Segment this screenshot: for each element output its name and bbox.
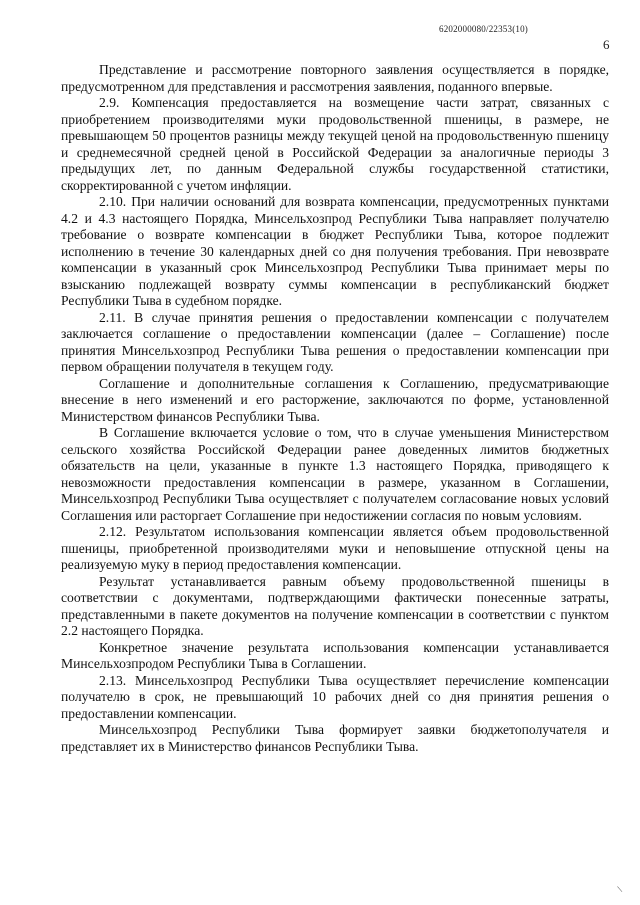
- paragraph-agreement-form: Соглашение и дополнительные соглашения к Соглашению, предусматривающие внесение в него изменений и его расторжение, заключаются по форме, установленной Министерством финансов Республики Тыва.: [61, 375, 609, 424]
- document-id: 6202000080/22353(10): [439, 24, 528, 34]
- document-body: [61, 62, 609, 755]
- page-number: 6: [603, 37, 610, 52]
- paragraph-budget-requests: Минсельхозпрод Республики Тыва формирует заявки бюджетополучателя и представляет их в Министерство финансов Республики Тыва.: [61, 722, 609, 754]
- paragraph-2-10: 2.10. При наличии оснований для возврата компенсации, предусмотренных пунктами 4.2 и 4.3 настоящего Порядка, Минсельхозпрод Республики Тыва направляет получателю требование о возврате компенсации в бюджет Республики Тыва, которое подлежит исполнению в течение 30 календарных дней со дня получения требования. При невозврате компенсации в указанный срок Минсельхозпрод Республики Тыва принимает меры по взысканию подлежащей возврату суммы компенсации в республиканский бюджет Республики Тыва в судебном порядке.: [61, 194, 609, 308]
- paragraph-result-definition: Результат устанавливается равным объему продовольственной пшеницы в соответствии с документами, подтверждающими фактически понесенные затраты, представленными в пакете документов на получение компенсации в соответствии с пунктом 2.2 настоящего Порядка.: [61, 573, 609, 638]
- paragraph-agreement-condition: В Соглашение включается условие о том, что в случае уменьшения Министерством сельского хозяйства Российской Федерации ранее доведенных лимитов бюджетных обязательств на цели, указанные в пункте 1.3 настоящего Порядка, приводящего к невозможности предоставления компенсации в размере, указанном в Соглашении, Минсельхозпрод Республики Тыва осуществляет с получателем согласование новых условий Соглашения или расторгает Соглашение при недостижении согласия по новым условиям.: [61, 425, 609, 523]
- paragraph-2-12: 2.12. Результатом использования компенсации является объем продовольственной пшеницы, приобретенной производителями муки и неповышение отпускной цены на реализуемую муку в период предоставления компенсации.: [61, 524, 609, 572]
- paragraph-2-11: 2.11. В случае принятия решения о предоставлении компенсации с получателем заключается соглашение о предоставлении компенсации (далее – Соглашение) после принятия Минсельхозпрод Республики Тыва решения о предоставлении компенсации при первом обращении получателя в текущем году.: [61, 309, 609, 374]
- paragraph-result-value: Конкретное значение результата использования компенсации устанавливается Минсельхозпродом Республики Тыва в Соглашении.: [61, 639, 609, 671]
- corner-scan-mark: /: [614, 885, 626, 894]
- paragraph-repeat-application: Представление и рассмотрение повторного заявления осуществляется в порядке, предусмотренном для представления и рассмотрения заявления, поданного впервые.: [61, 62, 609, 94]
- paragraph-2-13: 2.13. Минсельхозпрод Республики Тыва осуществляет перечисление компенсации получателю в срок, не превышающий 10 рабочих дней со дня принятия решения о предоставлении компенсации.: [61, 672, 609, 721]
- paragraph-2-9: 2.9. Компенсация предоставляется на возмещение части затрат, связанных с приобретением производителями муки продовольственной пшеницы, в размере, не превышающем 50 процентов разницы между текущей ценой на продовольственную пшеницу и среднемесячной средней ценой в Российской Федерации за аналогичные периоды 3 предыдущих лет, по данным Федеральной службы государственной статистики, скорректированной с учетом инфляции.: [61, 95, 609, 193]
